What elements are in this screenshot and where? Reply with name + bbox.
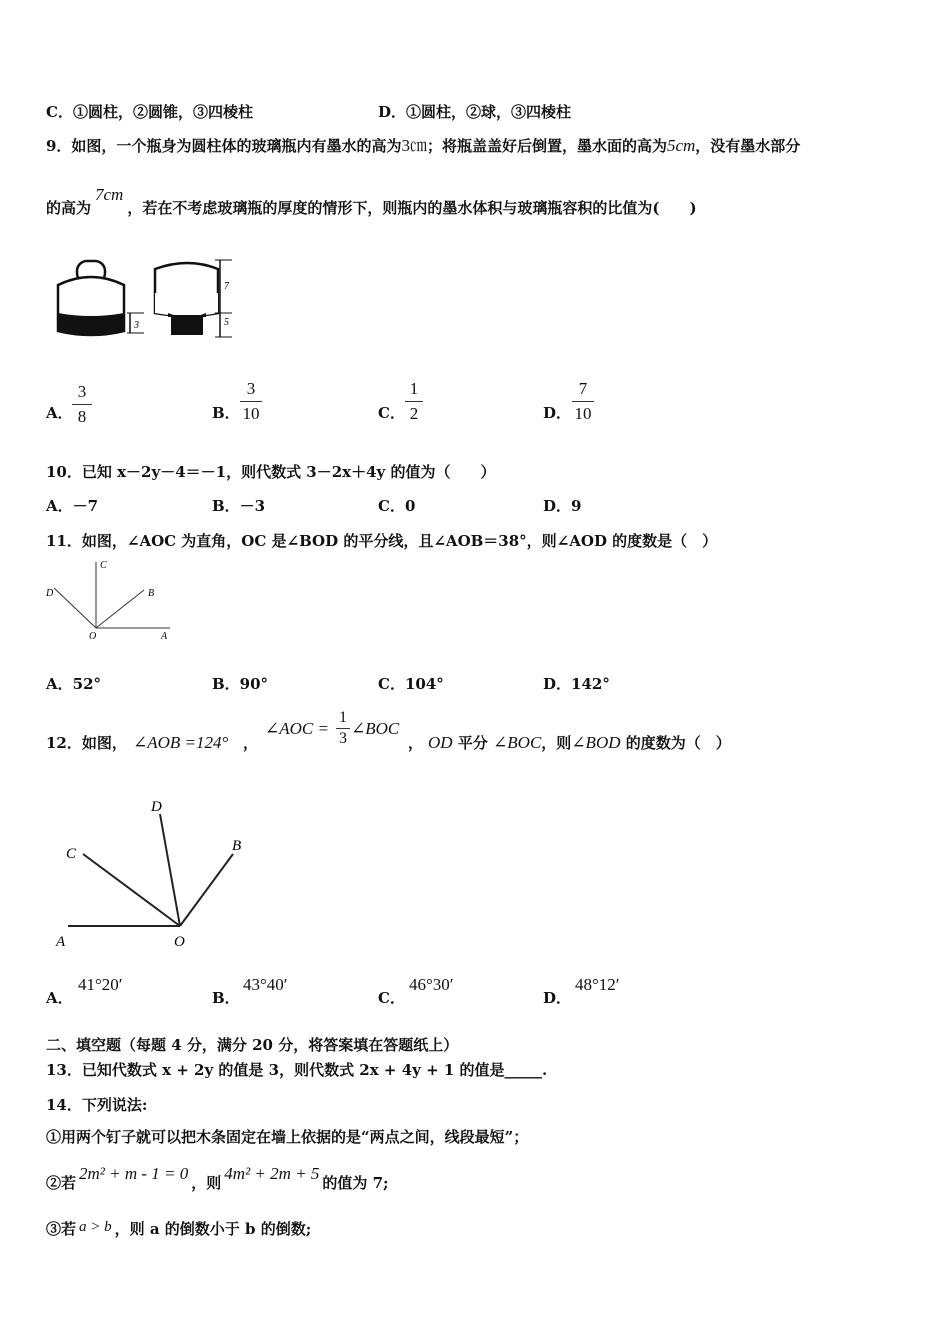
q9-option-d-label: D． [543,404,572,422]
q12-expr-aoc-left: ∠AOC = [265,719,329,738]
q12-expr-od: OD [428,733,453,752]
q9-option-c-den: 2 [409,404,419,423]
q9-fig-label-7: 7 [224,281,229,292]
q9-text1: 9．如图，一个瓶身为圆柱体的玻璃瓶内有墨水的高为 [46,137,402,155]
q9-text2: ；将瓶盖盖好后倒置，墨水面的高为 [426,137,667,155]
q12-expr-boc: ∠BOC [351,719,400,738]
q9-option-a-fraction [72,382,92,427]
q10-stem: 10．已知 x－2y－4＝－1，则代数式 3－2x＋4y 的值为（ ） [46,463,496,481]
q12-option-d-label: D． [543,989,572,1007]
q10-option-d: D．9 [543,497,582,515]
q13-stem: 13．已知代数式 x + 2y 的值是 3，则代数式 2x + 4y + 1 的值是_____. [46,1061,548,1079]
q12-fig-label-c: C [66,846,77,862]
q9-option-a-num: 3 [77,382,87,401]
q9-option-c-label: C． [378,404,405,422]
q14-s2-prefix: ②若 [46,1174,77,1192]
q12-expr-aoc-num: 1 [339,709,347,726]
q11-fig-label-b: B [148,588,155,599]
q12-expr-bod: ∠BOD [571,733,621,752]
q10-option-c: C．0 [378,497,416,515]
q10-option-a: A．－7 [46,497,99,515]
q12-expr-aoc-fraction [336,708,350,749]
q14-s2-expression: 4m² + 2m + 5 [224,1164,320,1183]
q9-option-c-num: 1 [409,379,419,398]
q11-stem: 11．如图，∠AOC 为直角，OC 是∠BOD 的平分线，且∠AOB＝38°，则∠AOD 的度数是（ ） [46,532,718,550]
q11-option-b: B．90° [212,675,269,693]
q9-stem-line1 [46,136,800,156]
q11-option-c: C．104° [378,675,444,693]
section2-title: 二、填空题（每题 4 分，满分 20 分，将答案填在答题纸上） [46,1036,459,1054]
q14-s2-then: ，则 [191,1174,222,1192]
q9-option-b-label: B． [212,404,240,422]
q8-option-c: C．①圆柱，②圆锥，③四棱柱 [46,103,253,121]
q11-fig-label-a: A [161,631,168,642]
q12-expr-boc2: ∠BOC [493,733,542,752]
q12-option-a-label: A． [46,989,73,1007]
q9-stem-line2 [46,185,697,218]
q12-option-c-value: 46°30′ [409,975,454,994]
q14-s2-suffix: 的值为 7; [322,1174,389,1192]
q12-fig-label-a: A [56,934,66,950]
q9-fig-label-3: 3 [134,320,139,331]
q9-text4: 的高为 [46,199,92,217]
q9-h3: 7cm [95,185,124,204]
q14-stem: 14．下列说法: [46,1096,148,1114]
q12-fig-label-d: D [151,799,162,815]
q9-h1: 3㎝ [401,136,427,155]
q10-option-b: B．－3 [212,497,266,515]
q14-s3-suffix: ，则 a 的倒数小于 b 的倒数; [114,1220,312,1238]
q11-option-a: A．52° [46,675,102,693]
q12-comma1: ， [243,734,259,752]
q9-option-a-label: A． [46,404,73,422]
q12-option-a-value: 41°20′ [78,975,123,994]
q9-option-d-den: 10 [574,404,592,423]
q12-fig-label-o: O [174,934,185,950]
q9-option-d-fraction [572,379,594,424]
q12-option-b-label: B． [212,989,240,1007]
q12-option-d-value: 48°12′ [575,975,620,994]
q9-option-b-fraction [240,379,262,424]
q12-stem-rest [428,733,731,753]
q9-option-c-fraction [405,379,423,424]
q9-fig-label-5: 5 [224,317,229,328]
q14-statement-1: ①用两个钉子就可以把木条固定在墙上依据的是“两点之间，线段最短”； [46,1128,529,1146]
q12-option-b-value: 43°40′ [243,975,288,994]
q9-option-d-num: 7 [578,379,588,398]
q14-s3-inequality: a > b [79,1219,112,1235]
q14-s3-prefix: ③若 [46,1220,77,1238]
q9-option-a-den: 8 [77,407,87,426]
q14-statement-2 [46,1164,389,1193]
q12-comma2: ， [408,734,424,752]
q9-option-b-num: 3 [246,379,256,398]
q11-angle-figure [40,556,180,646]
q12-angle-figure [50,794,260,954]
q12-option-c-label: C． [378,989,405,1007]
q12-expr-aoc-den: 3 [339,730,347,747]
q12-text-bisect: 平分 [457,734,488,752]
q14-statement-3 [46,1219,311,1240]
q9-bottle-figure [50,255,250,345]
q12-prefix: 12．如图， [46,734,127,752]
q9-text3: ，没有墨水部分 [695,137,801,155]
q9-option-b-den: 10 [242,404,260,423]
q12-fig-label-b: B [232,838,242,854]
q11-fig-label-o: O [89,631,97,642]
q12-text-suffix: 的度数为（ ） [625,734,731,752]
q12-text-then: ，则 [541,734,572,752]
q11-fig-label-c: C [100,560,107,571]
q8-option-d: D．①圆柱，②球，③四棱柱 [378,103,572,121]
q9-h2: 5cm [666,136,696,155]
q11-fig-label-d: D [46,588,54,599]
q9-text5: ，若在不考虑玻璃瓶的厚度的情形下，则瓶内的墨水体积与玻璃瓶容积的比值为( ) [127,199,697,217]
q11-option-d: D．142° [543,675,610,693]
q12-expr-aob: ∠AOB =124° [133,733,229,752]
q14-s2-equation: 2m² + m - 1 = 0 [79,1164,189,1183]
